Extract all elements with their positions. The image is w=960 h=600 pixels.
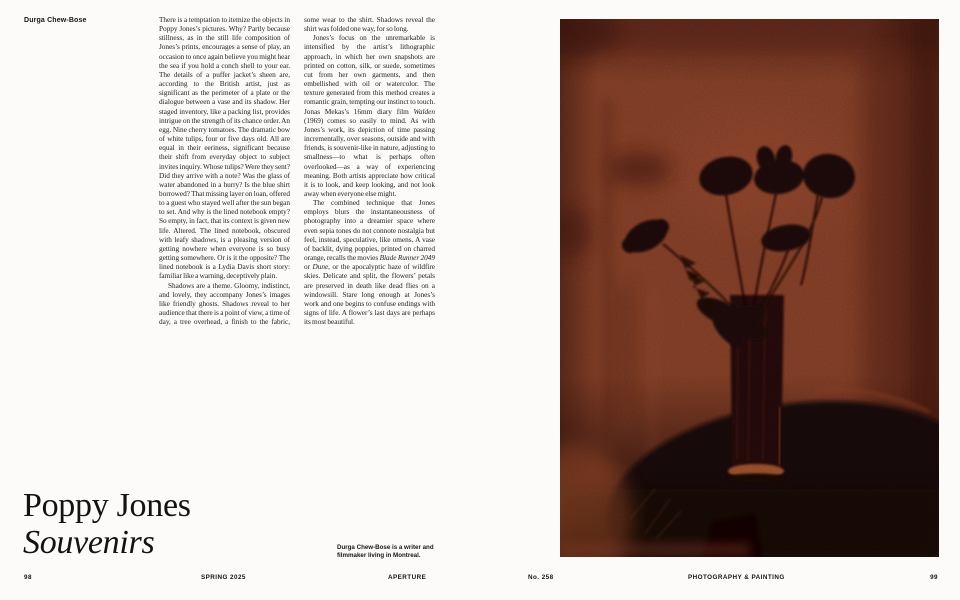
- contributor-note: Durga Chew-Bose is a writer and filmmaker living in Montreal.: [337, 544, 434, 559]
- poppies-photo-art: [560, 19, 939, 557]
- folio-left: 98: [24, 574, 32, 581]
- article-paragraph: Shadows are a theme. Gloomy, indistinct, and lovely, they accompany Jones’s images like friendly ghosts. Shadows reveal to her audience that there is a point of view, a time of day, a tree overhead, a finish to the fabric, some wear to the shirt. Shadows reveal the shirt was folded one way, for so long.: [159, 15, 435, 327]
- series-title: Souvenirs: [23, 524, 155, 561]
- folio-right: 99: [930, 574, 938, 581]
- author-header: Durga Chew-Bose: [24, 17, 87, 24]
- article-paragraph: Jones’s focus on the unremarkable is intensified by the artist’s lithographic approach, in which her own snapshots are printed on cotton, silk, or suede, sometimes cut from her own garments, and then embellished with oil or watercolor. The texture generated from this method creates a romantic grain, tempting our instinct to touch. Jonas Mekas’s 16mm diary film Walden (1969) comes so easily to mind. As with Jones’s work, its depiction of time passing incrementally, over seasons, outside and with friends, is souvenir-like in nature, adjusting to smallness—to what is perhaps often overlooked—as a way of experiencing meaning. Both artists appreciate how critical it is to look, and keep looking, and not look away when everyone else might.: [304, 33, 435, 198]
- footer-season: SPRING 2025: [201, 574, 246, 581]
- footer-section: PHOTOGRAPHY & PAINTING: [688, 574, 785, 581]
- grain-overlay: [560, 19, 939, 557]
- article-paragraph: The combined technique that Jones employs blurs the instantaneousness of photography into a dreamier space where even sepia tones do not connote nostalgia but feel, instead, speculative, like omens. A vase of backlit, dying poppies, printed on charred orange, recalls the movies Blade Runner 2049 or Dune, or the apocalyptic haze of wildfire skies. Delicate and split, the flowers’ petals are preserved in death like dead flies on a windowsill. Stare long enough at Jones’s work and one begins to confuse endings with signs of life. A flower’s last days are perhaps its most beautiful.: [304, 198, 435, 327]
- article-paragraph: There is a temptation to itemize the objects in Poppy Jones’s pictures. Why? Partly because stillness, as in the still life composition of Jones’s prints, encourages a sense of play, an occasion to once again believe you might hear the sea if you hold a conch shell to your ear. The details of a puffer jacket’s sheen are, according to the British artist, just as significant as the perimeter of a plate or the dialogue between a vase and its shadow. Her staged inventory, like a packing list, provides intrigue on the strength of its chance order. An egg. Nine cherry tomatoes. The dramatic bow of white tulips, four or five days old. All are equal in their eeriness, significant because their shift from everyday object to subject invites inquiry. Whose tulips? Were they sent? Did they arrive with a note? Was the glass of water abandoned in a hurry? Is the blue shirt borrowed? That missing layer on loan, offered to a guest who stayed well after the sun began to set. And why is the lined notebook empty? So empty, in fact, that its context is given new life. Altered. The lined notebook, obscured with leafy shadows, is a pleasing version of getting nowhere when everyone is so busy getting somewhere. Or is it the opposite? The lined notebook is a Lydia Davis short story: familiar like a warning, deceptively plain.: [159, 15, 290, 281]
- feature-title: [23, 487, 191, 561]
- article-body: [159, 15, 435, 399]
- footer-issue-number: No. 258: [528, 574, 554, 581]
- footer-magazine: APERTURE: [388, 574, 427, 581]
- artist-name-title: Poppy Jones: [23, 487, 191, 524]
- poppies-photograph: [560, 19, 939, 557]
